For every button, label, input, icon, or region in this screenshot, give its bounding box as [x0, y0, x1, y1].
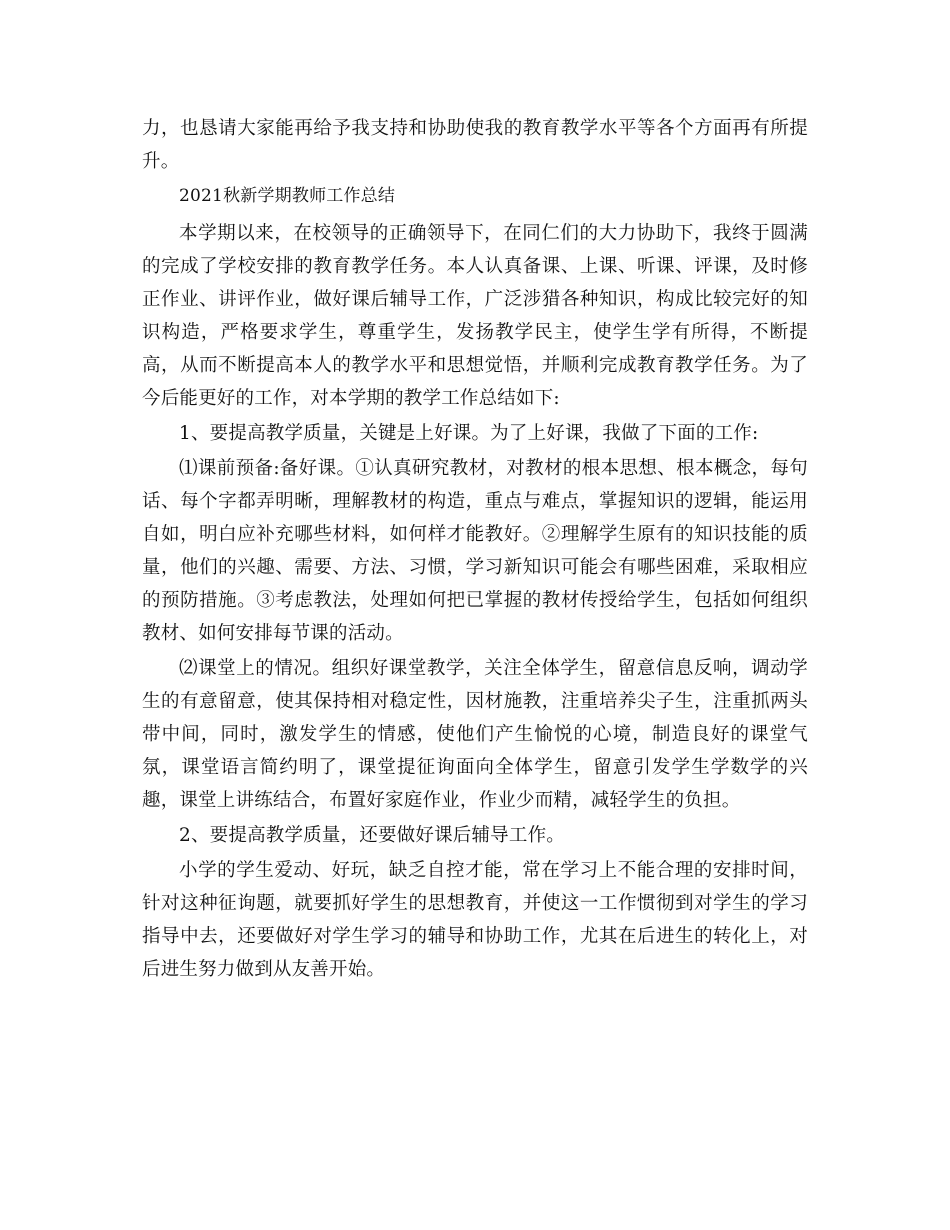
paragraph-point-1: 1、要提高教学质量，关键是上好课。为了上好课，我做了下面的工作:: [179, 423, 759, 444]
paragraph-intro: 本学期以来，在校领导的正确领导下，在同仁们的大力协助下，我终于圆满的完成了学校安排的教育教学任务。本人认真备课、上课、听课、评课，及时修正作业、讲评作业，做好课后辅导工作，广泛涉猎各种知识，构成比较完好的知识构造，严格要求学生，尊重学生，发扬教学民主，使学生学有所得，不断提高，从而不断提高本人的教学水平和思想觉悟，并顺利完成教育教学任务。为了今后能更好的工作，对本学期的教学工作总结如下:: [142, 223, 808, 409]
paragraph-classroom: ⑵课堂上的情况。组织好课堂教学，关注全体学生，留意信息反响，调动学生的有意留意，使其保持相对稳定性，因材施教，注重培养尖子生，注重抓两头带中间，同时，激发学生的情感，使他们产生愉悦的心境，制造良好的课堂气氛，课堂语言简约明了，课堂提征询面向全体学生，留意引发学生学数学的兴趣，课堂上讲练结合，布置好家庭作业，作业少而精，减轻学生的负担。: [142, 658, 808, 811]
section-title: 2021秋新学期教师工作总结: [179, 186, 396, 206]
paragraph-tutoring: 小学的学生爱动、好玩，缺乏自控才能，常在学习上不能合理的安排时间，针对这种征询题，就要抓好学生的思想教育，并使这一工作惯彻到对学生的学习指导中去，还要做好对学生学习的辅导和协助工作，尤其在后进生的转化上，对后进生努力做到从友善开始。: [142, 860, 808, 980]
document-body: [142, 112, 808, 988]
paragraph-lesson-prep: ⑴课前预备:备好课。①认真研究教材，对教材的根本思想、根本概念，每句话、每个字都弄明晰，理解教材的构造，重点与难点，掌握知识的逻辑，能运用自如，明白应补充哪些材料，如何样才能教好。②理解学生原有的知识技能的质量，他们的兴趣、需要、方法、习惯，学习新知识可能会有哪些困难，采取相应的预防措施。③考虑教法，处理如何把已掌握的教材传授给学生，包括如何组织教材、如何安排每节课的活动。: [142, 458, 808, 644]
paragraph-point-2: 2、要提高教学质量，还要做好课后辅导工作。: [179, 825, 565, 846]
paragraph-continuation: 力，也恳请大家能再给予我支持和协助使我的教育教学水平等各个方面再有所提升。: [142, 118, 808, 172]
